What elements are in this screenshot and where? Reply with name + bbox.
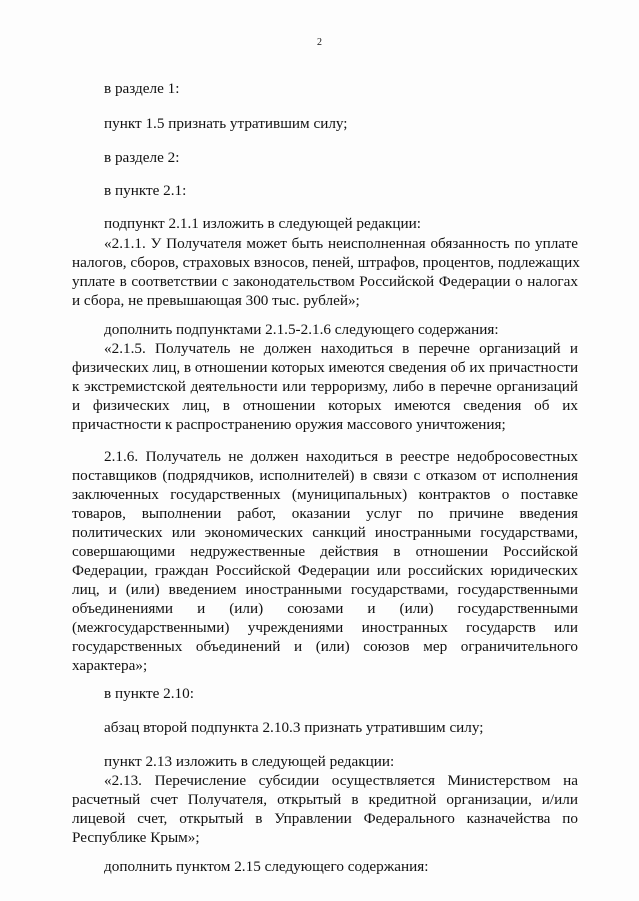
item-2-1-heading: в пункте 2.1:	[104, 182, 187, 199]
item-2-13-text-line: расчетный счет Получателя, открытый в кредитной организации, и/или	[72, 791, 578, 808]
subitem-2-1-6-text-line: совершающими недружественные действия в отношении Российской	[72, 543, 578, 560]
subitem-2-1-5-text-line: к экстремистской деятельности или терроризму, либо в перечне организаций	[72, 378, 578, 395]
subitem-2-1-1-text-line: «2.1.1. У Получателя может быть неисполненная обязанность по уплате	[104, 235, 578, 252]
item-2-10-heading: в пункте 2.10:	[104, 685, 194, 702]
section-1-heading: в разделе 1:	[104, 80, 180, 97]
page-number: 2	[317, 37, 322, 48]
subitem-2-1-1-text-line: налогов, сборов, страховых взносов, пеней, штрафов, процентов, подлежащих	[72, 254, 580, 271]
subitem-2-1-6-text-line: заключенных государственных (муниципальных) контрактов о поставке	[72, 486, 578, 503]
subitem-2-1-1-text-line: уплате в соответствии с законодательством Российской Федерации о налогах	[72, 273, 578, 290]
subitem-2-1-6-text-line: (межгосударственными) учреждениями иностранных государств или	[72, 619, 578, 636]
subitem-2-1-6-text-line: Федерации, граждан Российской Федерации или российских юридических	[72, 562, 578, 579]
subitem-2-1-5-text-line: физических лиц, в отношении которых имеются сведения об их причастности	[72, 359, 579, 376]
item-2-13-text-line: Республике Крым»;	[72, 829, 200, 846]
subitem-2-1-6-text-line: политических или экономических санкций иностранными государствами,	[72, 524, 578, 541]
subitem-2-1-5-text-line: «2.1.5. Получатель не должен находиться в перечне организаций и	[104, 340, 578, 357]
subitem-2-1-6-text-line: 2.1.6. Получатель не должен находиться в реестре недобросовестных	[104, 448, 578, 465]
subitem-2-1-6-text-line: поставщиков (подрядчиков, исполнителей) в связи с отказом от исполнения	[72, 467, 578, 484]
item-2-13-text-line: лицевой счет, открытый в Управлении Федерального казначейства по	[72, 810, 578, 827]
subitem-2-1-5-text-line: и физических лиц, в отношении которых имеются сведения об их	[72, 397, 578, 414]
subitem-2-1-6-text-line: государственных объединений и (или) союзов мер ограничительного	[72, 638, 578, 655]
add-item-2-15-intro: дополнить пунктом 2.15 следующего содержания:	[104, 858, 429, 875]
subitem-2-1-6-text-line: лиц, и (или) введением иностранными государствами, государственными	[72, 581, 578, 598]
subitem-2-1-6-text-line: объединениями и (или) союзами и (или) государственными	[72, 600, 578, 617]
item-2-13-intro: пункт 2.13 изложить в следующей редакции:	[104, 753, 395, 770]
subitem-2-1-5-text-line: причастности к распространению оружия массового уничтожения;	[72, 416, 506, 433]
item-1-5-repeal: пункт 1.5 признать утратившим силу;	[104, 115, 348, 132]
section-2-heading: в разделе 2:	[104, 149, 180, 166]
subitem-2-10-3-repeal: абзац второй подпункта 2.10.3 признать утратившим силу;	[104, 719, 484, 736]
item-2-13-text-line: «2.13. Перечисление субсидии осуществляется Министерством на	[104, 772, 578, 789]
subitem-2-1-1-text-line: и сбора, не превышающая 300 тыс. рублей»;	[72, 292, 360, 309]
subitem-2-1-6-text-line: товаров, выполнении работ, оказании услуг по причине введения	[72, 505, 578, 522]
add-subitems-intro: дополнить подпунктами 2.1.5-2.1.6 следующего содержания:	[104, 321, 499, 338]
subitem-2-1-1-intro: подпункт 2.1.1 изложить в следующей редакции:	[104, 215, 421, 232]
subitem-2-1-6-text-line: характера»;	[72, 657, 148, 674]
